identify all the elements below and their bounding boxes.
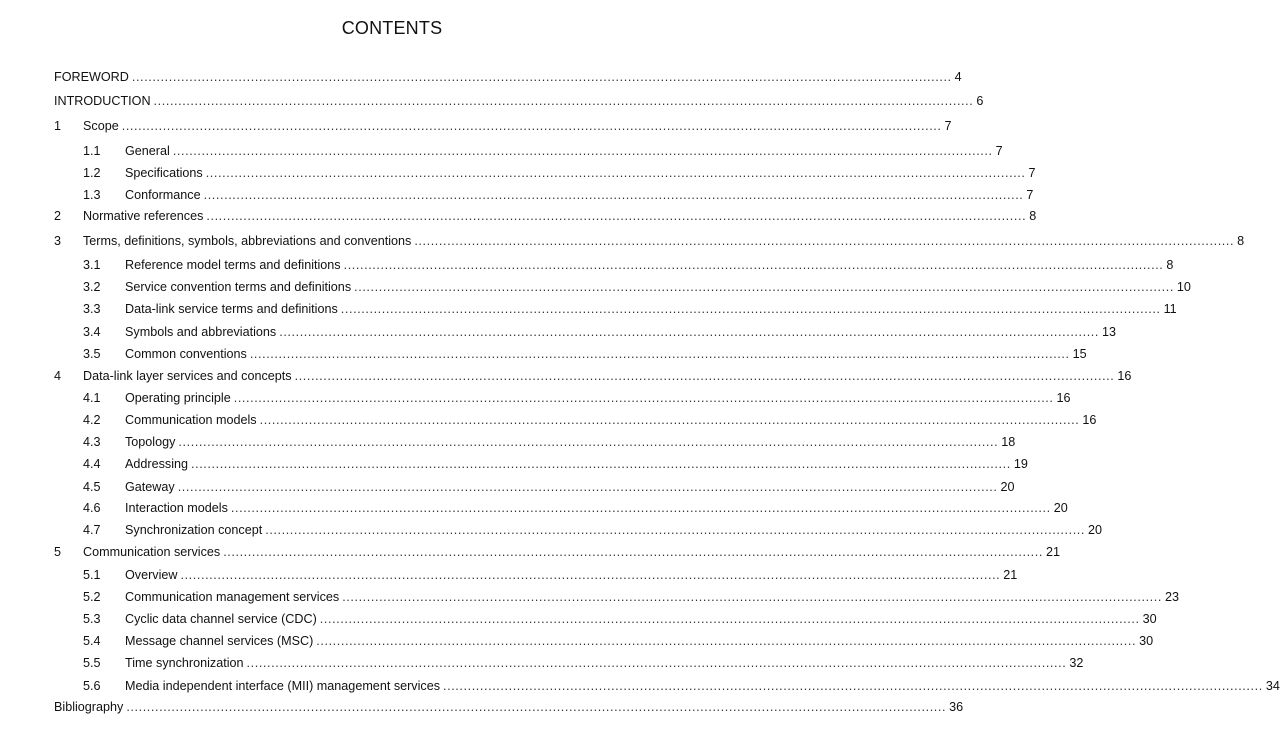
toc-entry[interactable]	[83, 164, 1036, 182]
toc-entry-page-number: 8	[1237, 234, 1245, 248]
contents-heading: CONTENTS	[341, 18, 443, 38]
toc-dot-leader: ........................................................................................................................................................................................................	[246, 656, 1067, 670]
toc-dot-leader: ........................................................................................................................................................................................................	[316, 634, 1137, 648]
toc-entry-label: Operating principle	[125, 391, 231, 405]
toc-entry[interactable]	[83, 389, 1071, 407]
toc-dot-leader: ........................................................................................................................................................................................................	[294, 369, 1115, 383]
toc-entry[interactable]	[83, 278, 1191, 296]
toc-entry-number: 5.5	[83, 656, 101, 670]
toc-entry-page-number: 13	[1102, 325, 1117, 339]
toc-dot-leader: ........................................................................................................................................................................................................	[343, 258, 1164, 272]
toc-dot-leader: ........................................................................................................................................................................................................	[223, 545, 1043, 559]
toc-entry-label: FOREWORD	[54, 70, 129, 84]
toc-entry[interactable]	[83, 411, 1097, 429]
toc-entry-number: 5.2	[83, 590, 101, 604]
toc-entry[interactable]	[54, 232, 1245, 250]
toc-entry-label: INTRODUCTION	[54, 94, 151, 108]
toc-entry-number: 1.2	[83, 166, 101, 180]
toc-entry-page-number: 20	[1088, 523, 1103, 537]
toc-dot-leader: ........................................................................................................................................................................................................	[177, 480, 998, 494]
toc-entry-page-number: 16	[1117, 369, 1132, 383]
toc-entry-label: Scope	[83, 119, 119, 133]
toc-entry-page-number: 36	[949, 700, 964, 714]
toc-entry-number: 4.7	[83, 523, 101, 537]
toc-entry[interactable]	[83, 521, 1103, 539]
toc-entry[interactable]	[83, 323, 1117, 341]
toc-entry-number: 3.1	[83, 258, 101, 272]
toc-dot-leader: ........................................................................................................................................................................................................	[342, 590, 1162, 604]
toc-dot-leader: ........................................................................................................................................................................................................	[178, 435, 999, 449]
toc-entry-label: General	[125, 144, 170, 158]
toc-entry-page-number: 7	[1026, 188, 1034, 202]
toc-entry-page-number: 32	[1069, 656, 1084, 670]
toc-entry-number: 5	[54, 545, 62, 559]
toc-entry[interactable]	[83, 499, 1068, 517]
toc-dot-leader: ........................................................................................................................................................................................................	[414, 234, 1235, 248]
toc-entry-page-number: 20	[1000, 480, 1015, 494]
toc-dot-leader: ........................................................................................................................................................................................................	[205, 166, 1026, 180]
toc-entry[interactable]	[83, 478, 1015, 496]
toc-entry-label: Communication services	[83, 545, 221, 559]
toc-entry-number: 1	[54, 119, 62, 133]
toc-entry-number: 5.6	[83, 679, 101, 693]
toc-entry-page-number: 7	[1028, 166, 1036, 180]
toc-dot-leader: ........................................................................................................................................................................................................	[265, 523, 1086, 537]
toc-entry-page-number: 20	[1053, 501, 1068, 515]
toc-entry[interactable]	[54, 543, 1060, 561]
toc-dot-leader: ........................................................................................................................................................................................................	[279, 325, 1100, 339]
toc-entry-page-number: 19	[1013, 457, 1028, 471]
toc-entry[interactable]	[83, 186, 1034, 204]
toc-entry-page-number: 8	[1166, 258, 1174, 272]
toc-entry-number: 3	[54, 234, 62, 248]
toc-entry[interactable]	[83, 654, 1084, 672]
toc-entry[interactable]	[54, 117, 952, 135]
toc-dot-leader: ........................................................................................................................................................................................................	[206, 209, 1027, 223]
toc-entry[interactable]	[54, 207, 1037, 225]
toc-entry-label: Time synchronization	[125, 656, 244, 670]
toc-entry[interactable]	[83, 588, 1179, 606]
toc-entry-number: 4.3	[83, 435, 101, 449]
toc-entry-number: 3.2	[83, 280, 101, 294]
toc-entry[interactable]	[83, 300, 1177, 318]
toc-entry-label: Communication models	[125, 413, 257, 427]
toc-entry[interactable]	[83, 433, 1016, 451]
toc-entry-page-number: 7	[995, 144, 1003, 158]
toc-entry-page-number: 30	[1139, 634, 1154, 648]
toc-entry-page-number: 18	[1001, 435, 1016, 449]
toc-entry-page-number: 6	[976, 94, 984, 108]
toc-dot-leader: ........................................................................................................................................................................................................	[233, 391, 1054, 405]
toc-entry-label: Gateway	[125, 480, 175, 494]
toc-entry-label: Overview	[125, 568, 178, 582]
toc-entry-page-number: 16	[1082, 413, 1097, 427]
toc-entry-number: 3.4	[83, 325, 101, 339]
toc-dot-leader: ........................................................................................................................................................................................................	[191, 457, 1011, 471]
toc-dot-leader: ........................................................................................................................................................................................................	[340, 302, 1161, 316]
toc-entry-number: 2	[54, 209, 62, 223]
toc-entry-number: 4.5	[83, 480, 101, 494]
toc-entry-number: 4.2	[83, 413, 101, 427]
toc-entry-number: 4.1	[83, 391, 101, 405]
toc-entry-label: Media independent interface (MII) management services	[125, 679, 441, 693]
toc-entry-page-number: 30	[1142, 612, 1157, 626]
toc-dot-leader: ........................................................................................................................................................................................................	[259, 413, 1080, 427]
toc-entry-number: 3.5	[83, 347, 101, 361]
toc-entry-label: Normative references	[83, 209, 204, 223]
toc-dot-leader: ........................................................................................................................................................................................................	[354, 280, 1174, 294]
toc-entry-label: Data-link layer services and concepts	[83, 369, 292, 383]
toc-dot-leader: ........................................................................................................................................................................................................	[249, 347, 1070, 361]
toc-entry-label: Synchronization concept	[125, 523, 263, 537]
toc-entry[interactable]	[83, 632, 1154, 650]
toc-entry-page-number: 10	[1176, 280, 1191, 294]
toc-entry-number: 4.6	[83, 501, 101, 515]
toc-entry[interactable]	[83, 142, 1003, 160]
toc-entry[interactable]	[83, 566, 1018, 584]
toc-entry-number: 5.1	[83, 568, 101, 582]
toc-entry[interactable]	[83, 455, 1028, 473]
toc-entry-page-number: 34	[1265, 679, 1280, 693]
toc-entry-number: 4.4	[83, 457, 101, 471]
toc-entry[interactable]	[54, 92, 984, 110]
toc-dot-leader: ........................................................................................................................................................................................................	[126, 700, 947, 714]
toc-entry-label: Addressing	[125, 457, 189, 471]
toc-entry-label: Symbols and abbreviations	[125, 325, 277, 339]
toc-entry-number: 4	[54, 369, 62, 383]
toc-entry-label: Communication management services	[125, 590, 340, 604]
toc-entry-page-number: 16	[1056, 391, 1071, 405]
toc-dot-leader: ........................................................................................................................................................................................................	[172, 144, 993, 158]
toc-entry-page-number: 21	[1045, 545, 1060, 559]
toc-entry[interactable]	[83, 610, 1157, 628]
toc-dot-leader: ........................................................................................................................................................................................................	[131, 70, 952, 84]
toc-entry[interactable]	[83, 677, 1280, 695]
toc-entry-number: 3.3	[83, 302, 101, 316]
toc-entry-page-number: 21	[1003, 568, 1018, 582]
toc-entry-label: Interaction models	[125, 501, 228, 515]
toc-entry-label: Cyclic data channel service (CDC)	[125, 612, 317, 626]
toc-dot-leader: ........................................................................................................................................................................................................	[203, 188, 1024, 202]
toc-entry-label: Bibliography	[54, 700, 124, 714]
toc-entry-label: Topology	[125, 435, 176, 449]
toc-dot-leader: ........................................................................................................................................................................................................	[319, 612, 1140, 626]
toc-entry-label: Conformance	[125, 188, 201, 202]
toc-entry[interactable]	[54, 367, 1132, 385]
toc-entry-label: Data-link service terms and definitions	[125, 302, 338, 316]
toc-dot-leader: ........................................................................................................................................................................................................	[121, 119, 942, 133]
toc-dot-leader: ........................................................................................................................................................................................................	[230, 501, 1051, 515]
toc-entry[interactable]	[83, 256, 1174, 274]
toc-entry-label: Message channel services (MSC)	[125, 634, 314, 648]
toc-entry-label: Reference model terms and definitions	[125, 258, 341, 272]
toc-entry[interactable]	[54, 698, 964, 716]
toc-entry-page-number: 7	[944, 119, 952, 133]
toc-entry-label: Specifications	[125, 166, 203, 180]
toc-entry-number: 5.4	[83, 634, 101, 648]
toc-entry-page-number: 4	[954, 70, 962, 84]
toc-dot-leader: ........................................................................................................................................................................................................	[153, 94, 974, 108]
toc-dot-leader: ........................................................................................................................................................................................................	[180, 568, 1001, 582]
toc-entry[interactable]	[83, 345, 1087, 363]
toc-entry-label: Common conventions	[125, 347, 247, 361]
toc-entry-label: Terms, definitions, symbols, abbreviations and conventions	[83, 234, 412, 248]
toc-entry-number: 5.3	[83, 612, 101, 626]
toc-entry-number: 1.3	[83, 188, 101, 202]
toc-entry-page-number: 15	[1072, 347, 1087, 361]
toc-dot-leader: ........................................................................................................................................................................................................	[443, 679, 1263, 693]
toc-entry[interactable]	[54, 68, 962, 86]
toc-entry-page-number: 23	[1164, 590, 1179, 604]
toc-entry-page-number: 8	[1029, 209, 1037, 223]
toc-entry-page-number: 11	[1163, 302, 1177, 316]
toc-entry-number: 1.1	[83, 144, 101, 158]
toc-entry-label: Service convention terms and definitions	[125, 280, 352, 294]
